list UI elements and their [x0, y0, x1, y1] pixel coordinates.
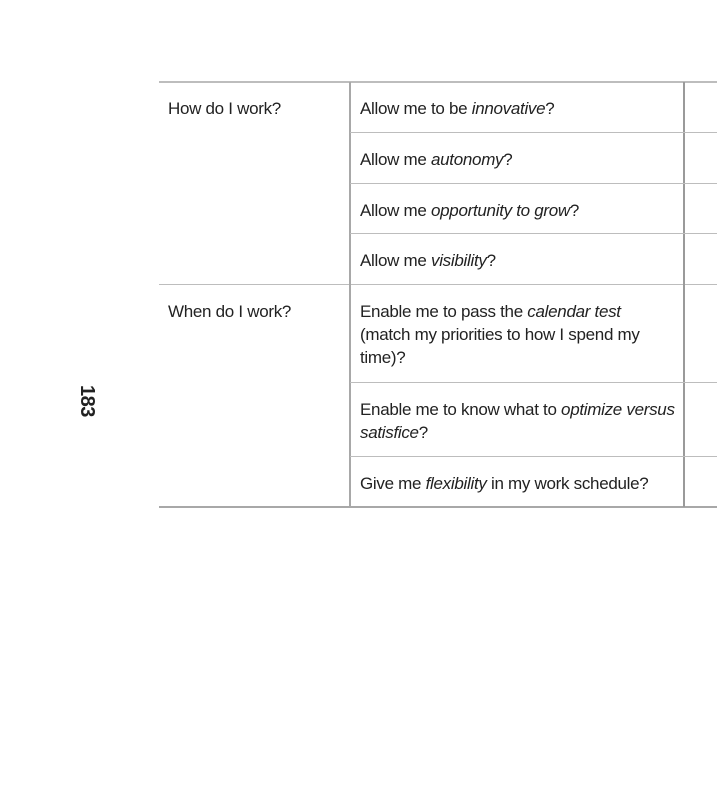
question-cell	[360, 472, 680, 495]
question-text: ?	[503, 150, 513, 169]
section-divider	[159, 284, 717, 285]
question-text: (match my priorities to how I spend my time)?	[360, 325, 640, 367]
row-divider	[350, 233, 717, 234]
question-text: Allow me	[360, 251, 431, 270]
question-text: ?	[545, 99, 555, 118]
column-divider-1	[349, 82, 351, 507]
question-text: Allow me to be	[360, 99, 472, 118]
section-heading: How do I work?	[168, 99, 281, 118]
question-emphasis: innovative	[471, 99, 546, 118]
question-emphasis: flexibility	[425, 474, 487, 493]
question-text: ?	[418, 423, 428, 442]
table-bottom-border	[159, 506, 717, 508]
question-cell	[360, 398, 678, 444]
row-divider	[350, 382, 717, 383]
question-text: in my work schedule?	[486, 474, 649, 493]
question-cell	[360, 148, 680, 171]
question-cell	[360, 249, 680, 272]
row-divider	[350, 183, 717, 184]
question-cell	[360, 300, 660, 369]
question-cell	[360, 97, 680, 120]
question-text: Give me	[360, 474, 426, 493]
table-top-border	[159, 81, 717, 83]
question-text: Allow me	[360, 201, 431, 220]
row-divider	[350, 456, 717, 457]
question-text: Enable me to know what to	[360, 400, 562, 419]
question-emphasis: visibility	[431, 251, 487, 270]
question-cell	[360, 199, 680, 222]
question-text: Allow me	[360, 150, 431, 169]
question-text: ?	[486, 251, 496, 270]
section-heading: When do I work?	[168, 302, 292, 321]
question-emphasis: optimize versus satisfice	[360, 400, 675, 442]
page-number: 183	[76, 385, 98, 417]
question-text: Enable me to pass the	[360, 302, 528, 321]
question-emphasis: opportunity to grow	[431, 201, 570, 220]
question-emphasis: autonomy	[431, 150, 504, 169]
row-divider	[350, 132, 717, 133]
question-text: ?	[569, 201, 580, 220]
column-divider-2	[683, 82, 685, 507]
question-emphasis: calendar test	[527, 302, 621, 321]
